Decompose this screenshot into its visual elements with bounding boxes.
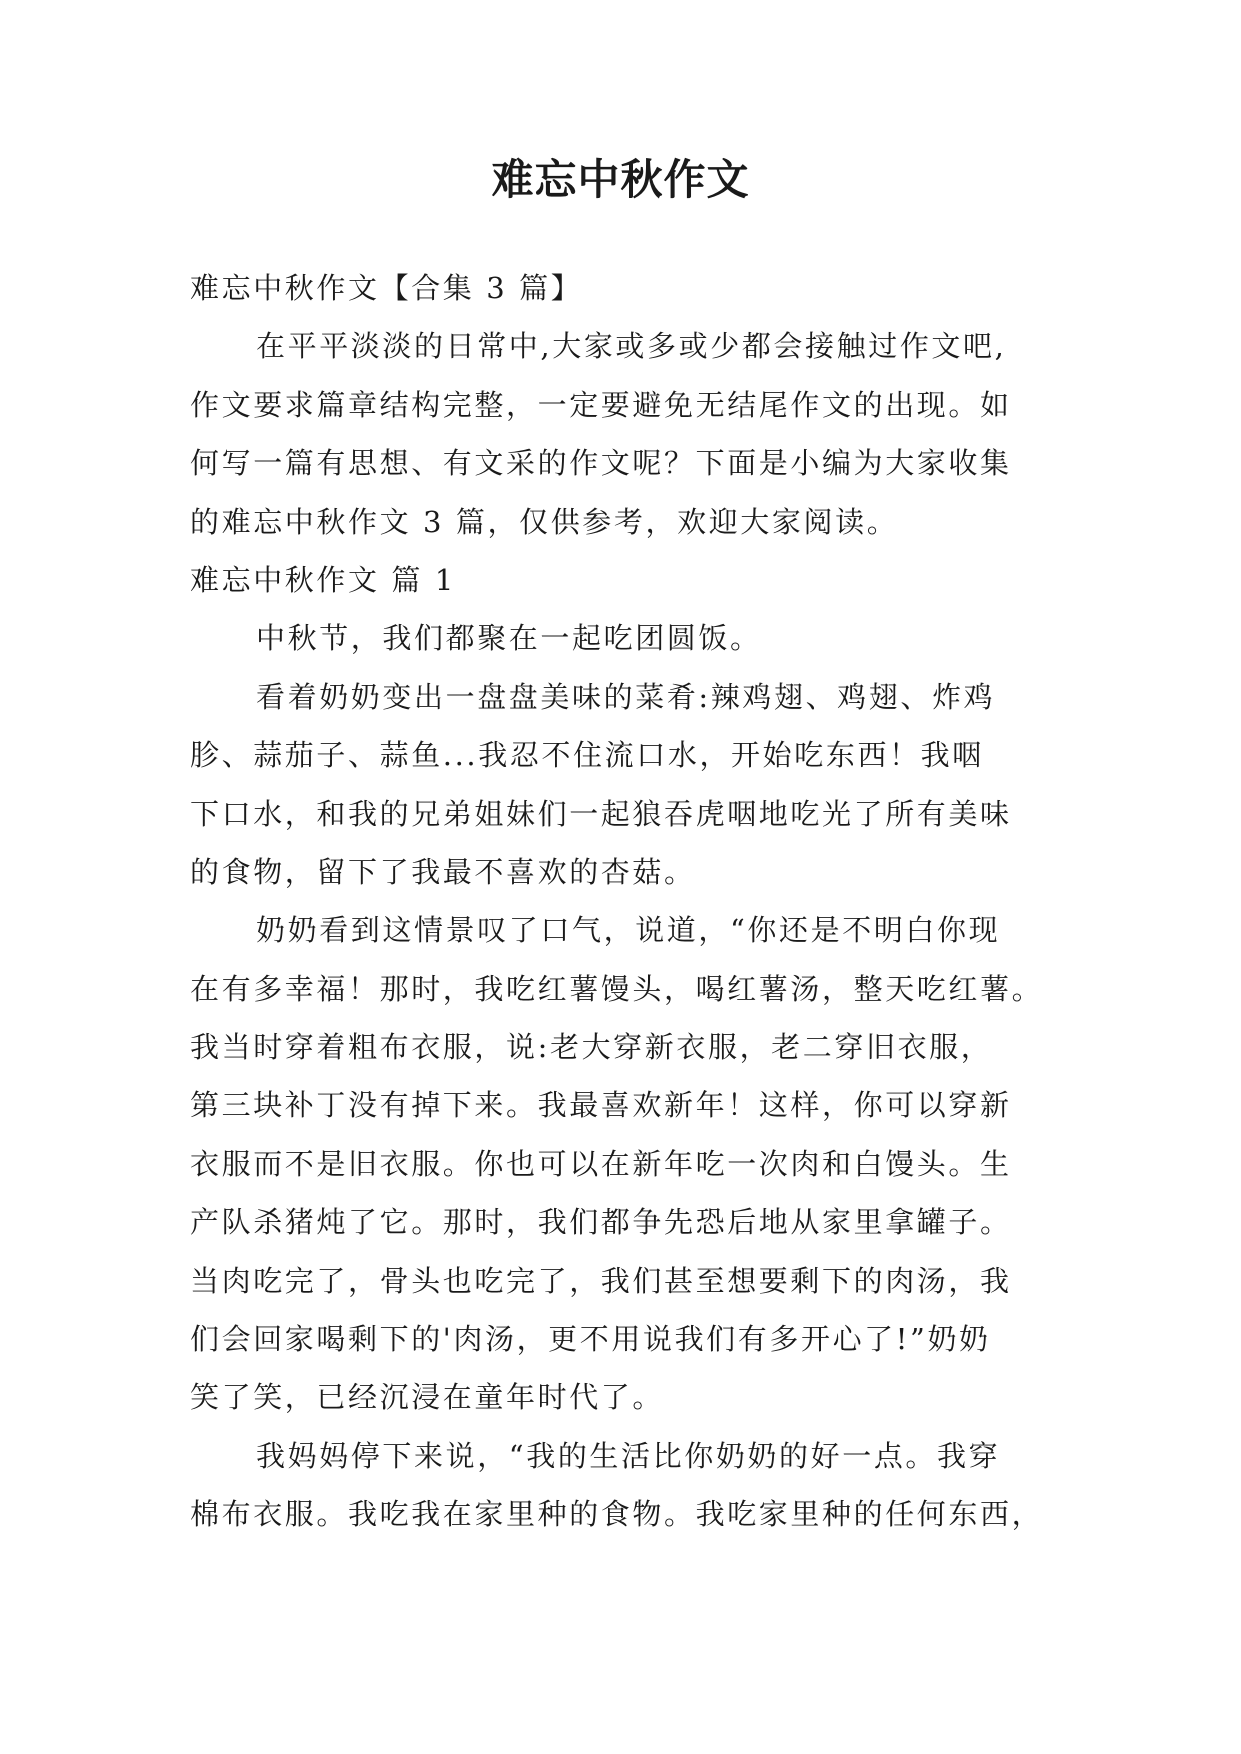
text-line: 下口水，和我的兄弟姐妹们一起狼吞虎咽地吃光了所有美味 bbox=[190, 796, 1012, 831]
text-line: 看着奶奶变出一盘盘美味的菜肴:辣鸡翅、鸡翅、炸鸡 bbox=[256, 679, 996, 714]
text-line: 我当时穿着粗布衣服，说:老大穿新衣服，老二穿旧衣服， bbox=[190, 1030, 993, 1065]
text-line: 第三块补丁没有掉下来。我最喜欢新年！这样，你可以穿新 bbox=[190, 1088, 1012, 1123]
text-line: 难忘中秋作文【合集 3 篇】 bbox=[190, 271, 583, 305]
text-line: 中秋节，我们都聚在一起吃团圆饭。 bbox=[256, 621, 762, 656]
text-line: 作文要求篇章结构完整，一定要避免无结尾作文的出现。如 bbox=[190, 387, 1012, 422]
text-line: 在有多幸福！那时，我吃红薯馒头，喝红薯汤，整天吃红薯。 bbox=[190, 971, 1044, 1006]
text-line: 奶奶看到这情景叹了口气，说道，“你还是不明白你现 bbox=[256, 913, 1001, 948]
text-line: 难忘中秋作文 篇 1 bbox=[190, 562, 456, 597]
text-line: 笑了笑，已经沉浸在童年时代了。 bbox=[190, 1380, 665, 1415]
text-line: 们会回家喝剩下的'肉汤，更不用说我们有多开心了!”奶奶 bbox=[190, 1322, 991, 1357]
text-line: 当肉吃完了，骨头也吃完了，我们甚至想要剩下的肉汤，我 bbox=[190, 1263, 1012, 1298]
text-line: 的难忘中秋作文 3 篇，仅供参考，欢迎大家阅读。 bbox=[190, 504, 899, 539]
text-line: 在平平淡淡的日常中,大家或多或少都会接触过作文吧, bbox=[256, 329, 1007, 364]
text-line: 衣服而不是旧衣服。你也可以在新年吃一次肉和白馒头。生 bbox=[190, 1146, 1012, 1181]
text-line: 何写一篇有思想、有文采的作文呢？下面是小编为大家收集 bbox=[190, 446, 1012, 481]
text-line: 的食物，留下了我最不喜欢的杏菇。 bbox=[190, 854, 696, 889]
document-title: 难忘中秋作文 bbox=[491, 155, 750, 204]
text-line: 产队杀猪炖了它。那时，我们都争先恐后地从家里拿罐子。 bbox=[190, 1205, 1012, 1240]
document-body bbox=[190, 259, 1070, 1544]
text-line: 胗、蒜茄子、蒜鱼...我忍不住流口水，开始吃东西！我咽 bbox=[190, 738, 984, 773]
text-line: 棉布衣服。我吃我在家里种的食物。我吃家里种的任何东西， bbox=[190, 1497, 1044, 1532]
text-line: 我妈妈停下来说，“我的生活比你奶奶的好一点。我穿 bbox=[256, 1438, 1001, 1473]
